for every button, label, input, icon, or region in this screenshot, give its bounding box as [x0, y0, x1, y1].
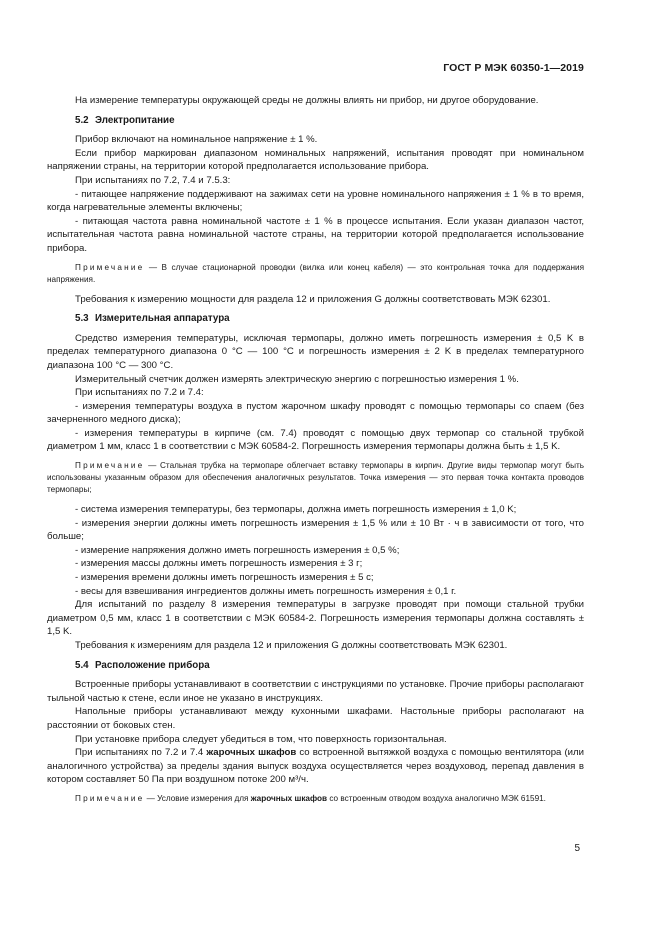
section-heading-5-2: [75, 114, 584, 128]
note-label: Примечание: [75, 262, 145, 272]
section-title: Измерительная аппаратура: [95, 313, 230, 325]
paragraph: Средство измерения температуры, исключая термопары, должно иметь погрешность измерения ± 0,5 K в пределах температурного диапазона 0 °С — 100 °С и погрешность измерения ± 2 K в пределах температурного диапазона 100 °С — 300 °С.: [47, 332, 584, 371]
note-label: Примечание: [75, 461, 145, 471]
paragraph: Требования к измерениям для раздела 12 и приложения G должны соответствовать МЭК 62301.: [75, 640, 508, 651]
paragraph: Прибор включают на номинальное напряжение ± 1 %.: [75, 134, 318, 146]
list-item: - питающее напряжение поддерживают на зажимах сети на уровне номинального напряжения ± 1 % в то время, когда нагревательные элементы включены;: [47, 188, 584, 214]
text-run: со встроенной вытяжкой воздуха с помощью вентилятора (или аналогичного устройства) за пределы здания выпуск воздуха осуществляется через воздуховод, перепад давления в котором составляет 50 Па при воздушном потоке 200 м³/ч.: [47, 747, 584, 786]
section-title: Электропитание: [95, 114, 175, 126]
document-body: [47, 94, 584, 812]
section-number: 5.2: [75, 114, 89, 126]
note: [47, 460, 584, 496]
note: [47, 262, 584, 286]
paragraph: При испытаниях по 7.2 и 7.4:: [75, 387, 204, 399]
list-item: - система измерения температуры, без термопары, должна иметь погрешность измерения ± 1,0 K;: [75, 504, 517, 516]
paragraph: [47, 746, 584, 787]
note-label: Примечание: [75, 793, 145, 803]
paragraph: Напольные приборы устанавливают между кухонными шкафами. Настольные приборы располагают на расстоянии от боковых стен.: [47, 706, 584, 731]
paragraph: При установке прибора следует убедиться в том, что поверхность горизонтальная.: [75, 733, 447, 745]
section-heading-5-4: [75, 659, 584, 673]
list-item: - измерения времени должны иметь погрешность измерения ± 5 с;: [75, 572, 374, 584]
note: [47, 793, 584, 805]
bold-term: жарочных шкафов: [250, 793, 328, 803]
section-title: Расположение прибора: [95, 659, 210, 671]
paragraph: Если прибор маркирован диапазоном номинальных напряжений, испытания проводят при номинальном напряжении страны, на территории которой предполагается использование прибора.: [47, 147, 584, 173]
list-item: - измерения энергии должны иметь погрешность измерения ± 1,5 % или ± 10 Вт · ч в зависимости от того, что больше;: [47, 517, 584, 543]
list-item: - измерения температуры в кирпиче (см. 7.4) проводят с помощью двух термопар со стальной трубкой диаметром 1 мм, класс 1 в соответствии с МЭК 60584-2. Погрешность измерения термопары должна быть ± 1,5 K.: [47, 427, 584, 453]
list-item: - измерения массы должны иметь погрешность измерения ± 3 г;: [75, 558, 363, 570]
note-text: — В случае стационарной проводки (вилка или конец кабеля) — это контрольная точка для поддержания напряжения.: [47, 262, 584, 284]
bold-term: жарочных шкафов: [206, 747, 297, 759]
page-number: 5: [574, 843, 580, 854]
note-text: — Условие измерения для: [144, 793, 251, 803]
paragraph: При испытаниях по 7.2, 7.4 и 7.5.3:: [75, 174, 231, 186]
section-number: 5.3: [75, 313, 89, 325]
note-text: со встроенным отводом воздуха аналогично МЭК 61591.: [327, 793, 546, 803]
list-item: - весы для взвешивания ингредиентов должны иметь погрешность измерения ± 0,1 г.: [75, 585, 457, 597]
list-item: - измерения температуры воздуха в пустом жарочном шкафу проводят с помощью термопары со спаем (без зачерненного медного диска);: [47, 400, 584, 426]
text-run: При испытаниях по 7.2 и 7.4: [75, 747, 207, 759]
note-text: — Стальная трубка на термопаре облегчает вставку термопары в кирпич. Другие виды термопар могут быть использованы указанным образом для обеспечения аналогичных результатов. Точка измерения — это первая точка контакта проводов термопары;: [47, 461, 584, 495]
section-number: 5.4: [75, 659, 89, 671]
list-item: - питающая частота равна номинальной частоте ± 1 % в процессе испытания. Если указан диапазон частот, испытательная частота равна номинальной частоте страны, на территории которой предполагается использование прибора.: [47, 215, 584, 254]
paragraph: Измерительный счетчик должен измерять электрическую энергию с погрешностью измерения 1 %.: [75, 373, 519, 385]
section-heading-5-3: [75, 312, 584, 326]
list-item: - измерение напряжения должно иметь погрешность измерения ± 0,5 %;: [75, 544, 400, 556]
paragraph: Для испытаний по разделу 8 измерения температуры в загрузке проводят при помощи стальной трубки диаметром 0,5 мм, класс 1 в соответствии с МЭК 60584-2. Погрешность измерения термопары должна составлять ± 1,5 K.: [47, 599, 584, 638]
document-header: ГОСТ Р МЭК 60350-1—2019: [443, 62, 584, 74]
paragraph: Требования к измерению мощности для раздела 12 и приложения G должны соответствовать МЭК 62301.: [75, 293, 551, 305]
paragraph: На измерение температуры окружающей среды не должны влиять ни прибор, ни другое оборудование.: [75, 95, 539, 106]
paragraph: Встроенные приборы устанавливают в соответствии с инструкциями по установке. Прочие приборы располагают тыльной частью к стене, если иное не указано в инструкциях.: [47, 679, 584, 704]
